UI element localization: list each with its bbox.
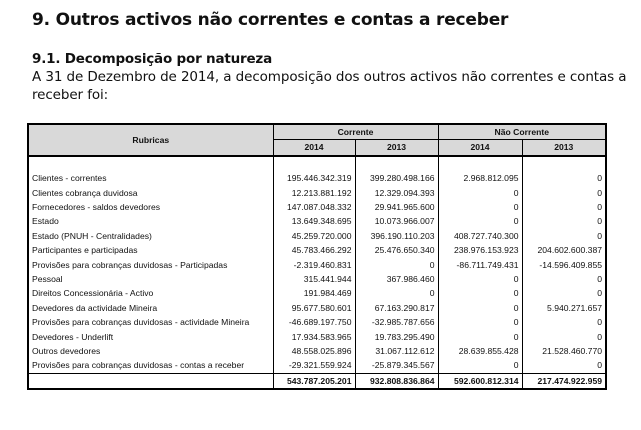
table-row	[28, 186, 606, 200]
row-label: Provisões para cobranças duvidosas - contas a receber	[28, 358, 273, 373]
total-value: 932.808.836.864	[355, 373, 438, 389]
table-row	[28, 315, 606, 329]
row-value: 0	[438, 186, 522, 200]
row-value: 367.986.460	[355, 272, 438, 286]
spacer-row	[28, 156, 606, 171]
table-row	[28, 200, 606, 214]
table-header-groups	[28, 124, 606, 140]
row-value: 0	[522, 272, 606, 286]
row-value: -14.596.409.855	[522, 258, 606, 272]
row-label: Direitos Concessionária - Activo	[28, 286, 273, 300]
row-value: 0	[438, 214, 522, 228]
table-row	[28, 229, 606, 243]
row-value: 17.934.583.965	[273, 330, 355, 344]
row-value: 21.528.460.770	[522, 344, 606, 358]
rubricas-header: Rubricas	[28, 124, 273, 156]
total-value: 543.787.205.201	[273, 373, 355, 389]
table-row	[28, 272, 606, 286]
table-row	[28, 344, 606, 358]
table-row	[28, 286, 606, 300]
row-value: 396.190.110.203	[355, 229, 438, 243]
row-value: 315.441.944	[273, 272, 355, 286]
row-value: 0	[522, 200, 606, 214]
row-value: -46.689.197.750	[273, 315, 355, 329]
row-value: 0	[438, 315, 522, 329]
row-label: Outros devedores	[28, 344, 273, 358]
row-value: 0	[522, 358, 606, 373]
year-header: 2014	[438, 140, 522, 156]
section-heading: 9. Outros activos não correntes e contas a receber	[32, 10, 509, 30]
row-value: 0	[522, 330, 606, 344]
row-value: 191.984.469	[273, 286, 355, 300]
row-value: 28.639.855.428	[438, 344, 522, 358]
row-value: 0	[522, 214, 606, 228]
table-row	[28, 171, 606, 185]
row-value: 12.329.094.393	[355, 186, 438, 200]
row-value: 0	[438, 286, 522, 300]
row-label: Clientes - correntes	[28, 171, 273, 185]
row-value: 0	[438, 200, 522, 214]
row-value: 399.280.498.166	[355, 171, 438, 185]
table-row	[28, 258, 606, 272]
row-value: 204.602.600.387	[522, 243, 606, 257]
total-value: 592.600.812.314	[438, 373, 522, 389]
row-value: 0	[522, 229, 606, 243]
row-value: 0	[355, 286, 438, 300]
row-label: Fornecedores - saldos devedores	[28, 200, 273, 214]
row-label: Provisões para cobranças duvidosas - Participadas	[28, 258, 273, 272]
row-value: 45.783.466.292	[273, 243, 355, 257]
year-header: 2013	[522, 140, 606, 156]
row-label: Devedores - Underlift	[28, 330, 273, 344]
row-label: Devedores da actividade Mineira	[28, 301, 273, 315]
nao-corrente-header: Não Corrente	[438, 124, 606, 140]
totals-label	[28, 373, 273, 389]
row-value: 0	[522, 186, 606, 200]
row-value: 13.649.348.695	[273, 214, 355, 228]
intro-paragraph: A 31 de Dezembro de 2014, a decomposição dos outros activos não correntes e contas a receber foi:	[32, 69, 627, 103]
row-value: -2.319.460.831	[273, 258, 355, 272]
row-value: 19.783.295.490	[355, 330, 438, 344]
row-value: 238.976.153.923	[438, 243, 522, 257]
row-value: 0	[522, 315, 606, 329]
row-value: 0	[438, 358, 522, 373]
row-value: 147.087.048.332	[273, 200, 355, 214]
year-header: 2013	[355, 140, 438, 156]
table-row	[28, 330, 606, 344]
row-value: 45.259.720.000	[273, 229, 355, 243]
row-label: Estado (PNUH - Centralidades)	[28, 229, 273, 243]
row-value: -25.879.345.567	[355, 358, 438, 373]
row-value: 0	[522, 171, 606, 185]
row-value: -86.711.749.431	[438, 258, 522, 272]
year-header: 2014	[273, 140, 355, 156]
row-value: 0	[438, 272, 522, 286]
table-row	[28, 214, 606, 228]
row-value: 12.213.881.192	[273, 186, 355, 200]
subsection-heading: 9.1. Decomposição por natureza	[32, 51, 272, 67]
row-label: Clientes cobrança duvidosa	[28, 186, 273, 200]
row-value: 0	[438, 330, 522, 344]
decomposition-table	[27, 123, 607, 390]
row-value: 0	[522, 286, 606, 300]
row-value: 95.677.580.601	[273, 301, 355, 315]
row-label: Pessoal	[28, 272, 273, 286]
table-row	[28, 301, 606, 315]
table-row	[28, 358, 606, 373]
row-label: Provisões para cobranças duvidosas - actividade Mineira	[28, 315, 273, 329]
row-value: -32.985.787.656	[355, 315, 438, 329]
row-value: 195.446.342.319	[273, 171, 355, 185]
row-value: 0	[355, 258, 438, 272]
row-label: Estado	[28, 214, 273, 228]
totals-row	[28, 373, 606, 389]
row-value: 10.073.966.007	[355, 214, 438, 228]
row-value: 2.968.812.095	[438, 171, 522, 185]
row-value: 0	[438, 301, 522, 315]
row-value: 408.727.740.300	[438, 229, 522, 243]
row-value: 31.067.112.612	[355, 344, 438, 358]
row-value: 67.163.290.817	[355, 301, 438, 315]
row-label: Participantes e participadas	[28, 243, 273, 257]
row-value: 25.476.650.340	[355, 243, 438, 257]
row-value: 29.941.965.600	[355, 200, 438, 214]
row-value: -29.321.559.924	[273, 358, 355, 373]
total-value: 217.474.922.959	[522, 373, 606, 389]
table-row	[28, 243, 606, 257]
row-value: 5.940.271.657	[522, 301, 606, 315]
corrente-header: Corrente	[273, 124, 438, 140]
row-value: 48.558.025.896	[273, 344, 355, 358]
